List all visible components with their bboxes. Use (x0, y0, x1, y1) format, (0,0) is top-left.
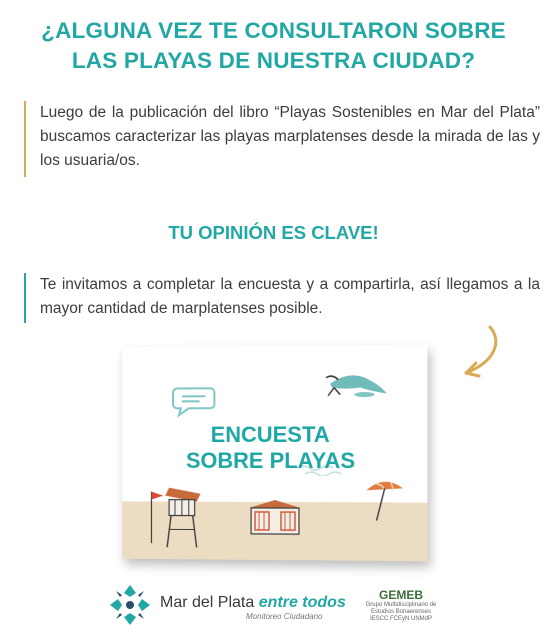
headline-line-1: ¿ALGUNA VEZ TE CONSULTARON SOBRE (41, 18, 506, 43)
cover-title (122, 422, 421, 475)
brand-subtitle: Monitoreo Ciudadano (246, 612, 323, 621)
brand-name-part-2: entre todos (258, 594, 346, 611)
opinion-subheading: TU OPINIÓN ES CLAVE! (168, 222, 379, 243)
headline-line-2: LAS PLAYAS DE NUESTRA CIUDAD? (71, 48, 476, 73)
gemeb-line-2: Estudios Bonaerenses (370, 609, 432, 615)
sea-lion-icon (320, 363, 391, 404)
brand-name (160, 594, 346, 612)
gemeb-line-3: IESCC FCEyN UNMdP (369, 616, 432, 622)
gemeb-title: GEMEB (378, 588, 423, 602)
intro-paragraph: Luego de la publicación del libro “Playas Sostenibles en Mar del Plata” buscamos caracterizar las playas marplatenses desde la mirada de las y los usuaria/os. (24, 101, 540, 177)
entre-todos-logo-icon (108, 583, 152, 627)
main-headline (0, 16, 547, 76)
survey-book-cover[interactable] (112, 346, 430, 568)
gemeb-logo (356, 588, 446, 623)
cover-title-line-2: SOBRE PLAYAS (186, 447, 356, 474)
beach-cabins-icon (245, 496, 305, 538)
beach-umbrella-icon (362, 474, 407, 523)
book-cover-face (122, 345, 427, 562)
invite-paragraph: Te invitamos a completar la encuesta y a compartirla, así llegamos a la mayor cantidad de marplatenses posible. (24, 273, 540, 323)
cover-title-line-1: ENCUESTA (210, 421, 330, 448)
gemeb-line-1: Grupo Multidisciplinario de (365, 602, 437, 608)
chat-bubble-icon (171, 384, 216, 418)
curved-arrow-icon (452, 323, 502, 383)
lifeguard-tower-icon (140, 484, 209, 550)
brand-name-part-1: Mar del Plata (160, 594, 259, 611)
